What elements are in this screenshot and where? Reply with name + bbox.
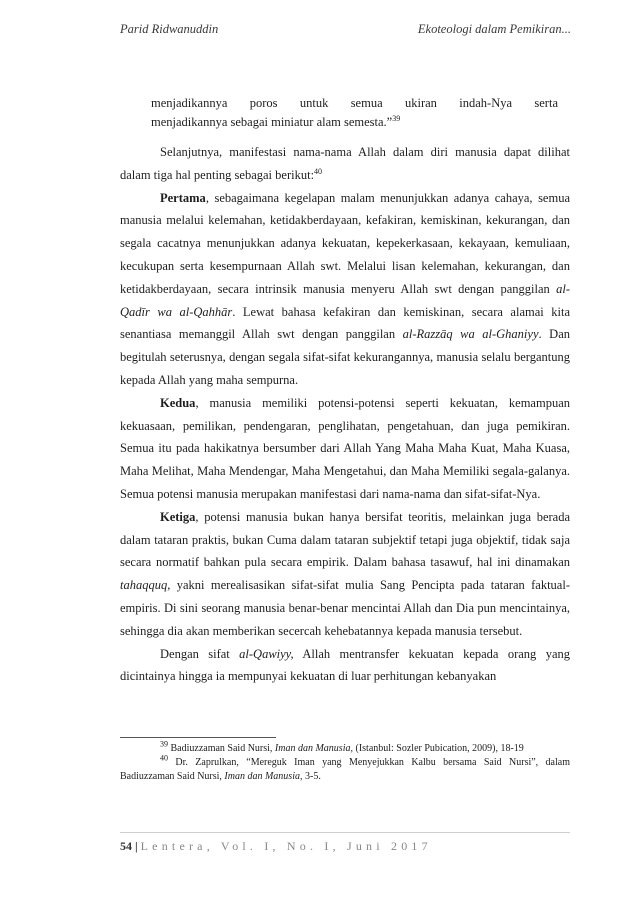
paragraph-ketiga [120,506,570,643]
paragraph-ketiga-text-1: , potensi manusia bukan hanya bersifat teoritis, melainkan juga berada dalam tataran praktis, bukan Cuma dalam tataran subjektif tetapi juga objektif, tidak saja secara normatif bahkan pula secara empirik. Dalam bahasa tasawuf, hal ini dinamakan [120,509,570,570]
term-al-qadir: al-Qadīr wa al-Qahhār [120,281,570,319]
footnote-number: 40 [160,753,168,763]
footnote-number: 39 [160,739,168,749]
paragraph-pertama-text-3: . Dan begitulah seterusnya, dengan segala sifat-sifat kekurangannya, manusia selalu bergantung kepada Allah yang maha sempurna. [120,327,570,387]
heading-ketiga: Ketiga [160,509,196,524]
page-footer [120,832,570,854]
footnote-text: Dr. Zaprulkan, “Mereguk Iman yang Menyejukkan Kalbu bersama Said Nursi”, dalam Badiuzzaman Said Nursi, [120,757,570,782]
footnote-text: (Istanbul: Sozler Pubication, 2009), 18-19 [352,743,524,754]
quote-line-2 [151,113,558,132]
body-text [120,141,570,688]
footnote-40 [120,753,570,784]
header-author: Parid Ridwanuddin [120,22,219,36]
quote-line-2-text: menjadikannya sebagai miniatur alam semesta.” [151,115,393,129]
paragraph-kedua [120,392,570,506]
footer-separator: | [132,839,141,853]
paragraph-intro-text: Selanjutnya, manifestasi nama-nama Allah dalam diri manusia dapat dilihat dalam tiga hal penting sebagai berikut: [120,145,570,182]
paragraph-qawiyy-text-1: Dengan sifat [160,646,240,661]
running-header [120,22,571,40]
paragraph-pertama [120,187,570,392]
paragraph-intro [120,141,570,187]
footnote-ref-39[interactable]: 39 [392,113,401,123]
footnote-text: Badiuzzaman Said Nursi, [168,743,275,754]
paragraph-pertama-text-1: , sebagaimana kegelapan malam menunjukkan adanya cahaya, semua manusia melalui kelemahan, ketidakberdayaan, kefakiran, kemiskinan, kekurangan, dan segala cacatnya menunjukkan adanya kekuatan, kepekerkasaan, kekayaan, kemuliaan, kecukupan serta kesempurnaan Allah swt. Melalui lisan kelemahan, kekurangan, dan ketidakberdayaan, secara intrinsik manusia menyeru Allah swt dengan panggilan [120,190,570,296]
paragraph-ketiga-text-2: yakni merealisasikan sifat-sifat mulia Sang Pencipta pada tataran faktual-empiris. Di sini seorang manusia benar-benar mencintai Allah dan Dia pun mencintainya, sehingga dia akan memberikan secercah kehebatannya kepada manusia tersebut. [120,578,570,638]
term-al-qawiyy: al-Qawiyy, [239,646,294,661]
footnote-book-title: Iman dan Manusia [224,771,300,782]
paragraph-qawiyy-text-2: Allah mentransfer kekuatan kepada orang yang dicintainya hingga ia mempunyai kekuatan di luar perhitungan kebanyakan [120,646,570,684]
journal-citation: Lentera, Vol. I, No. I, Juni 2017 [140,839,432,853]
paragraph-kedua-text: , manusia memiliki potensi-potensi seperti kekuatan, kemampuan kekuasaan, pemilikan, pendengaran, penglihatan, pengetahuan, dan juga pemikiran. Semua itu pada hakikatnya bersumber dari Allah Yang Maha Maha Kuat, Maha Kuasa, Maha Melihat, Maha Mendengar, Maha Mengetahui, dan Maha Memiliki segala-galanya. Semua potensi manusia merupakan manifestasi dari nama-nama dan sifat-sifat-Nya. [120,395,570,501]
footnote-book-title: Iman dan Manusia, [274,743,353,754]
heading-pertama: Pertama [160,190,206,205]
paragraph-qawiyy [120,643,570,689]
footnote-39 [120,739,570,756]
header-title: Ekoteologi dalam Pemikiran... [417,22,571,36]
heading-kedua: Kedua [160,395,196,410]
footnote-divider [120,737,276,738]
footnote-ref-40[interactable]: 40 [314,166,323,176]
quote-line-1: menjadikannya poros untuk semua ukiran indah-Nya serta [151,96,558,110]
footnote-text: , 3-5. [299,771,321,782]
footnotes [120,739,570,784]
page-number: 54 [120,839,132,853]
term-al-razzaq: al-Razzāq wa al-Ghaniyy [402,327,539,342]
term-tahaqquq: tahaqquq, [120,578,171,593]
block-quote [151,94,558,132]
paragraph-pertama-text-2: . Lewat bahasa kefakiran dan kemiskinan, secara alamai kita senantiasa memanggil Allah swt dengan panggilan [120,304,571,342]
